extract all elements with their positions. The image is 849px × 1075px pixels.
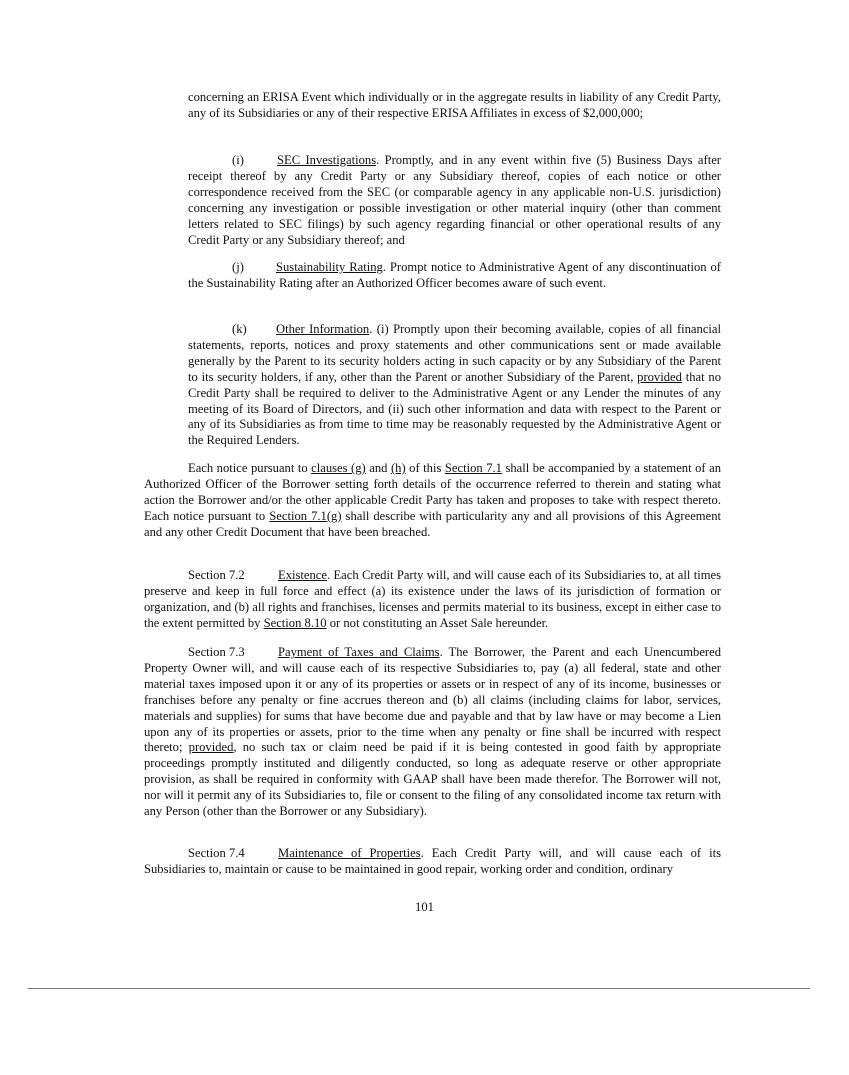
section-heading: Maintenance of Properties (278, 846, 421, 860)
section-7-1-g-reference: Section 7.1(g) (269, 508, 342, 523)
clause-k-paragraph (188, 322, 721, 449)
clause-heading: SEC Investigations (277, 153, 377, 167)
section-label: Section 7.4 (188, 846, 245, 860)
provided-term: provided (637, 369, 682, 384)
clause-i-paragraph (188, 153, 721, 248)
section-text: or not constituting an Asset Sale hereunder. (326, 615, 549, 630)
paragraph-text: and (365, 461, 391, 475)
section-7-1-reference: Section 7.1 (444, 461, 502, 475)
page-number: 101 (415, 900, 434, 914)
section-7-4-paragraph (144, 846, 721, 878)
section-text: . The Borrower, the Parent and each Unencumbered Property Owner will, and will cause each of its respective Subsidiaries to, pay (a) all federal, state and other material taxes imposed upon it or any of its properties or assets or in respect of any of its income, businesses or franchises before any penalty or fine accrues thereon and (b) all claims (including claims for labor, services, materials and supplies) for sums that have become due and payable and that by law have or may become a Lien upon any of its properties or assets, prior to the time when any penalty or fine shall be incurred with respect thereto; (144, 645, 721, 755)
clause-h-reference: (h) (390, 461, 406, 475)
section-heading: Existence (278, 568, 327, 582)
section-label: Section 7.3 (188, 645, 245, 659)
section-text: . Each Credit Party will, and will cause each of its Subsidiaries to, maintain or cause to be maintained in good repair, working order and condition, ordinary (144, 846, 721, 876)
clauses-g-reference: clauses (g) (311, 461, 366, 475)
clause-text: that no Credit Party shall be required to deliver to the Administrative Agent or any Lender the minutes of any meeting of its Board of Directors, and (ii) such other information and data with respect to the Parent or any of its Subsidiaries as from time to time may be reasonably requested by the Administrative Agent or the Required Lenders. (188, 369, 721, 448)
section-label: Section 7.2 (188, 568, 245, 582)
section-8-10-reference: Section 8.10 (263, 615, 327, 630)
paragraph-text: shall describe with particularity any and all provisions of this Agreement and any other Credit Document that have been breached. (144, 508, 721, 539)
page-bottom-divider (28, 988, 810, 989)
paragraph-text: shall be accompanied by a statement of an Authorized Officer of the Borrower setting forth details of the occurrence referred to therein and stating what action the Borrower and/or the other applicable Credit Party has taken and proposes to take with respect thereto. Each notice pursuant to (144, 461, 722, 523)
clause-label: (j) (232, 260, 244, 274)
clause-text: . (i) Promptly upon their becoming available, copies of all financial statements, reports, notices and proxy statements and other communications sent or made available generally by the Parent to its security holders acting in such capacity or by any Subsidiary of the Parent to its security holders, if any, other than the Parent or another Subsidiary of the Parent, (188, 322, 721, 384)
clause-heading: Sustainability Rating (276, 260, 383, 274)
clause-j-paragraph (188, 260, 721, 292)
paragraph-text: of this (405, 461, 445, 475)
clause-text: . Promptly, and in any event within five (5) Business Days after receipt thereof by any Credit Party or any Subsidiary thereof, copies of each notice or other correspondence received from the SEC (or comparable agency in any applicable non-U.S. jurisdiction) concerning any investigation or possible investigation or other material inquiry (other than comment letters related to SEC filings) by such agency regarding financial or other operational results of any Credit Party or any Subsidiary thereof; and (188, 153, 721, 247)
clause-label: (i) (232, 153, 244, 167)
clause-label: (k) (232, 322, 247, 336)
section-text: , no such tax or claim need be paid if it is being contested in good faith by appropriate proceedings promptly instituted and diligently conducted, so long as adequate reserve or other appropriate provision, as shall be required in conformity with GAAP shall have been made therefor. The Borrower will not, nor will it permit any of its Subsidiaries to, file or consent to the filing of any consolidated income tax return with any Person (other than the Borrower or any Subsidiary). (144, 740, 721, 819)
paragraph-text: concerning an ERISA Event which individually or in the aggregate results in liability of any Credit Party, any of its Subsidiaries or any of their respective ERISA Affiliates in excess of $2,000,000; (188, 90, 721, 120)
clause-text: . Prompt notice to Administrative Agent of any discontinuation of the Sustainability Rating after an Authorized Officer becomes aware of such event. (188, 260, 721, 290)
clause-heading: Other Information (276, 322, 370, 336)
erisa-continuation-paragraph (188, 90, 721, 122)
paragraph-text: Each notice pursuant to (188, 461, 312, 475)
section-heading: Payment of Taxes and Claims (278, 645, 440, 659)
section-text: . Each Credit Party will, and will cause each of its Subsidiaries to, at all times preserve and keep in full force and effect (a) its existence under the laws of its jurisdiction of formation or organization, and (b) all rights and franchises, licenses and permits material to its business, except in either case to the extent permitted by (144, 568, 721, 630)
provided-term: provided (188, 740, 234, 755)
section-7-2-paragraph (144, 568, 721, 632)
notice-paragraph (144, 461, 721, 541)
section-7-3-paragraph (144, 645, 721, 820)
